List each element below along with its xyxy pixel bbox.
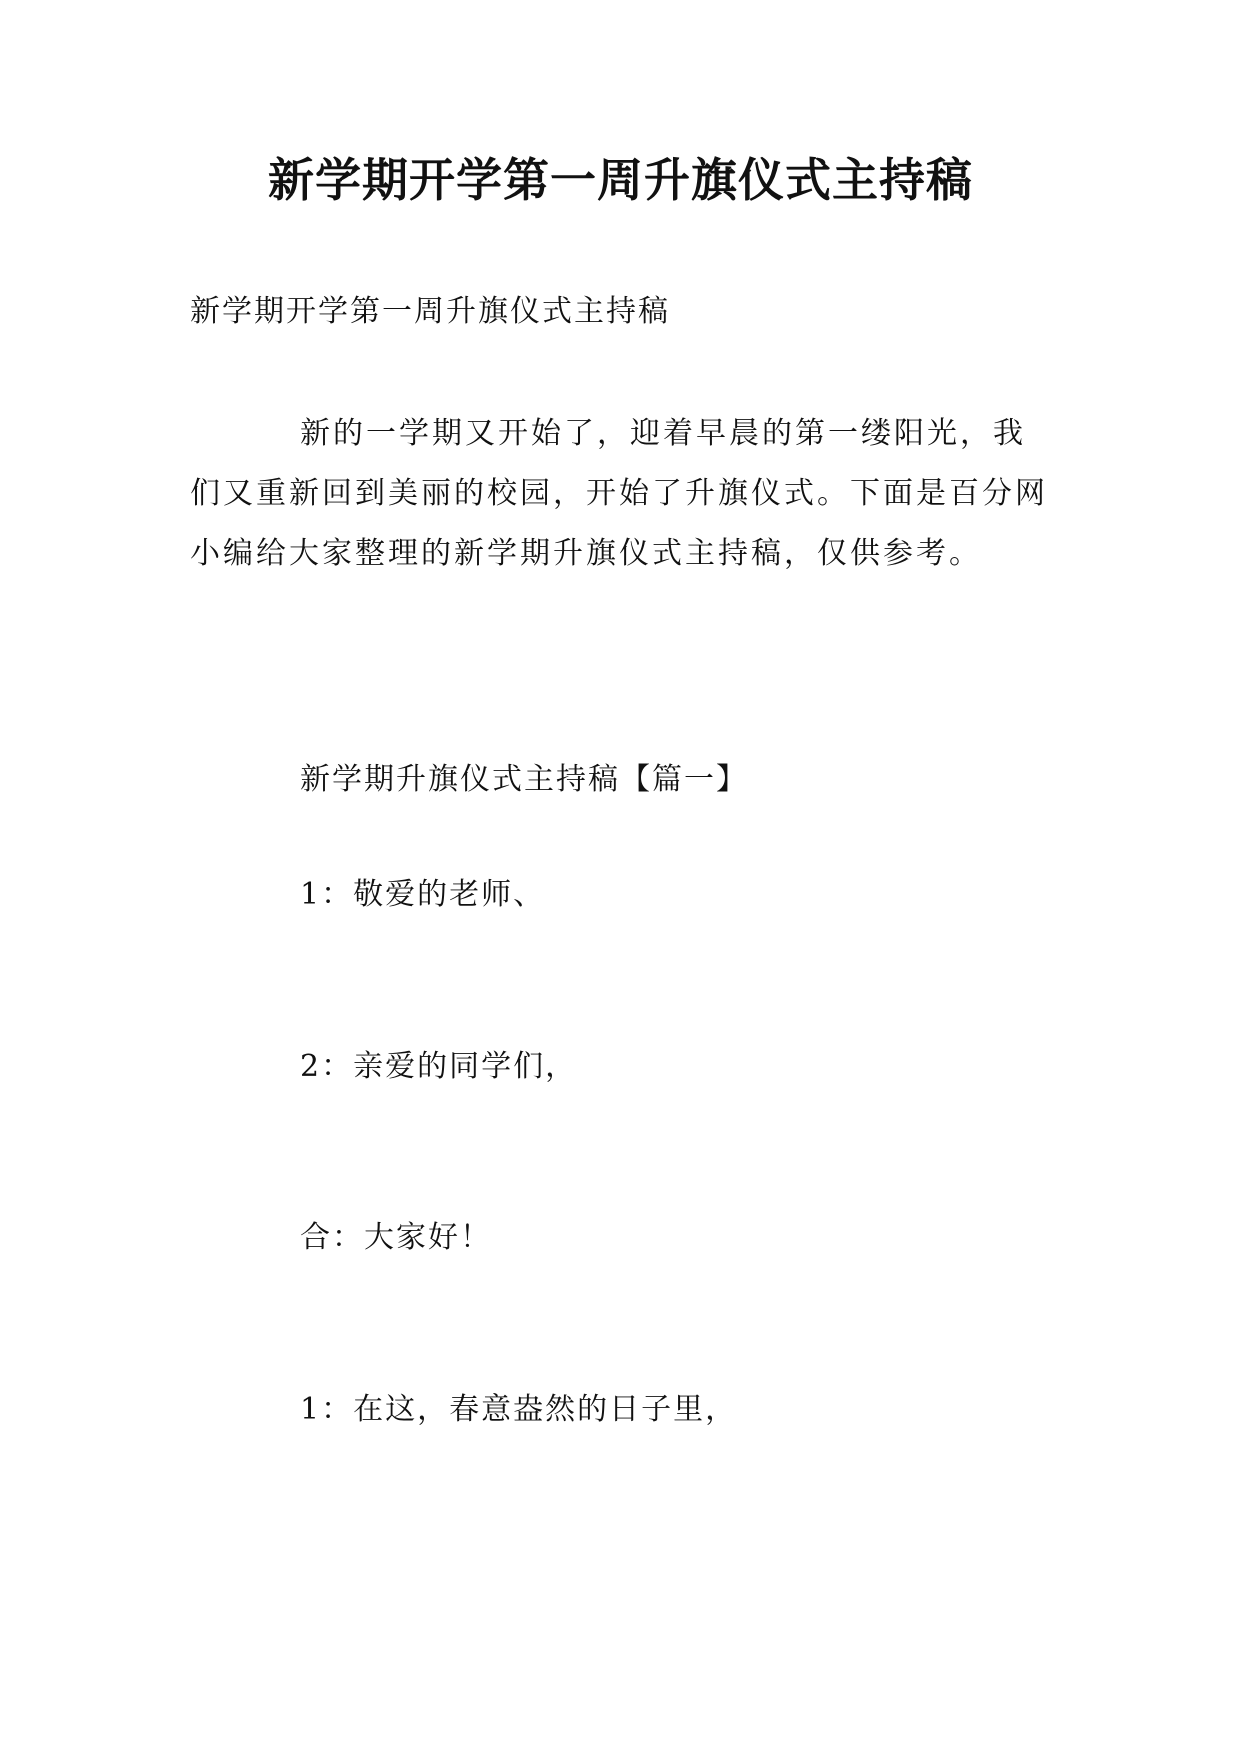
intro-paragraph: 新的一学期又开始了，迎着早晨的第一缕阳光，我们又重新回到美丽的校园，开始了升旗仪式。下面是百分网小编给大家整理的新学期升旗仪式主持稿，仅供参考。 bbox=[190, 416, 1048, 571]
section-heading: 新学期升旗仪式主持稿【篇一】 bbox=[300, 762, 748, 797]
script-line: 2：亲爱的同学们， bbox=[300, 1049, 578, 1084]
script-line: 1：在这，春意盎然的日子里， bbox=[300, 1392, 738, 1427]
script-line: 1：敬爱的老师、 bbox=[300, 877, 546, 912]
script-line: 合：大家好！ bbox=[300, 1220, 492, 1255]
document-title: 新学期开学第一周升旗仪式主持稿 bbox=[268, 153, 973, 207]
document-subtitle: 新学期开学第一周升旗仪式主持稿 bbox=[190, 294, 670, 329]
